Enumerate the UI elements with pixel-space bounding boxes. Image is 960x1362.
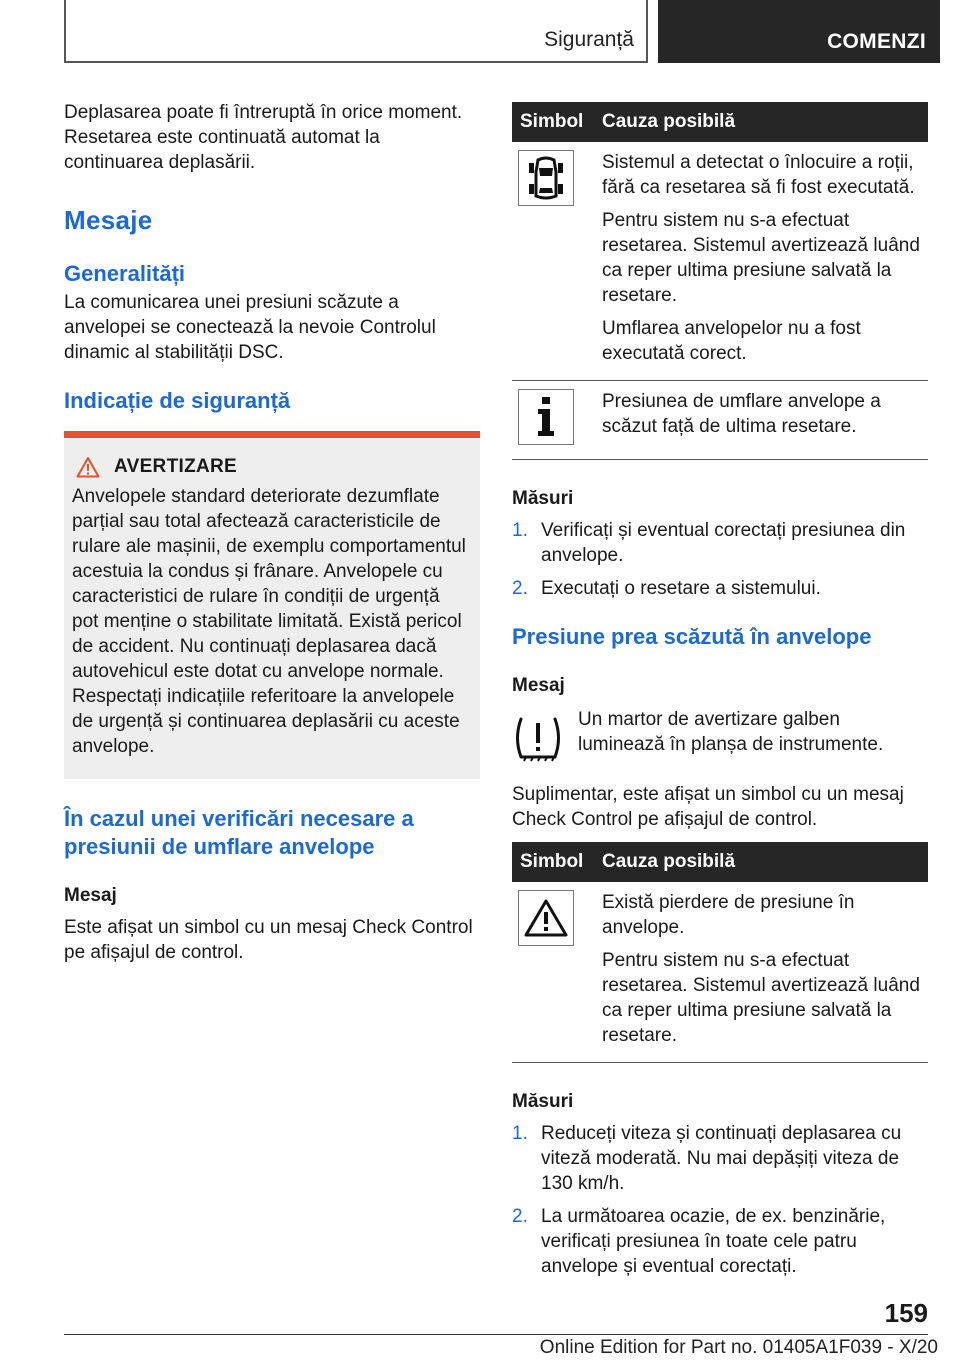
right-column <box>512 102 928 1287</box>
heading-masuri-2: Măsuri <box>512 1091 574 1112</box>
footer-edition: Online Edition for Part no. 01405A1F039 - X/20 <box>539 1337 938 1358</box>
heading-mesaj-left: Mesaj <box>64 885 117 906</box>
left-column <box>64 100 480 965</box>
table1-row1-para1: Sistemul a detectat o înlocuire a roții, fără ca resetarea să fi fost executată. <box>602 152 915 198</box>
table1-header-symbol: Simbol <box>512 102 594 142</box>
warning-lamp-row <box>512 707 928 770</box>
warning-triangle-icon <box>76 456 100 478</box>
list-item <box>512 1121 928 1196</box>
table2-row1-para2: Pentru sistem nu s-a efectuat resetarea. Sistemul avertizează luând ca reper ultima presiune salvată la resetare. <box>602 950 920 1046</box>
suplimentar-paragraph: Suplimentar, este afișat un simbol cu un mesaj Check Control pe afișajul de control. <box>512 784 904 830</box>
warning-text: Anvelopele standard deteriorate dezumflate parțial sau total afectează caracteristicile de rulare ale mașinii, de exemplu comportamentul acestuia la condus și frânare. Anvelopele cu caracteristici de rulare în condiții de urgență pot menține o stabilitate limitată. Există pericol de accident. Nu continuați deplasarea dacă autovehicul este dotat cu anvelope normale. Respectați indicațiile referitoare la anvelopele de urgență și continuarea deplasării cu aceste anvelope. <box>72 486 466 757</box>
step-text: La următoarea ocazie, de ex. benzinărie, verificați presiunea în toate cele patru anvelope și eventual corectați. <box>541 1206 886 1277</box>
warning-title-row <box>72 456 470 478</box>
step-text: Executați o resetare a sistemului. <box>541 578 821 599</box>
steps-list-2 <box>512 1121 928 1279</box>
step-number: 1. <box>512 520 528 541</box>
generalitati-paragraph: La comunicarea unei presiuni scăzute a anvelopei se conectează la nevoie Controlul dinamic al stabilității DSC. <box>64 292 436 363</box>
symbol-table-2 <box>512 842 928 1063</box>
heading-verificari: În cazul unei verificări necesare a presiunii de umflare anvelope <box>64 806 414 859</box>
intro-paragraph: Deplasarea poate fi întreruptă în orice moment. Resetarea este continuată automat la continuarea deplasării. <box>64 102 463 173</box>
mesaj-paragraph-left: Este afișat un simbol cu un mesaj Check Control pe afișajul de control. <box>64 917 473 963</box>
list-item <box>512 518 928 568</box>
tire-pressure-warning-icon <box>512 707 572 770</box>
heading-indicatie: Indicație de siguranță <box>64 388 291 413</box>
steps-list-1 <box>512 518 928 601</box>
step-text: Reduceți viteza și continuați deplasarea cu viteză moderată. Nu mai depășiți viteza de 130 km/h. <box>541 1123 902 1194</box>
header-section-label: Siguranță <box>544 28 634 51</box>
table1-header-cause: Cauza posibilă <box>594 102 928 142</box>
warning-title: AVERTIZARE <box>114 456 237 477</box>
heading-presiune: Presiune prea scăzută în anvelope <box>512 624 872 649</box>
symbol-table-1 <box>512 102 928 460</box>
table1-row1-para2: Pentru sistem nu s-a efectuat resetarea. Sistemul avertizează luând ca reper ultima presiune salvată la resetare. <box>602 210 920 306</box>
heading-generalitati: Generalități <box>64 261 186 286</box>
step-number: 1. <box>512 1123 528 1144</box>
step-text: Verificați și eventual corectați presiunea din anvelope. <box>541 520 906 566</box>
step-number: 2. <box>512 578 528 599</box>
step-number: 2. <box>512 1206 528 1227</box>
header-chapter-tab <box>658 0 940 63</box>
warning-triangle-icon <box>518 890 574 946</box>
table-row <box>512 882 928 1063</box>
warning-lamp-text: Un martor de avertizare galben luminează în planșa de instrumente. <box>578 709 884 755</box>
list-item <box>512 576 928 601</box>
table2-header-symbol: Simbol <box>512 842 594 882</box>
header-section-tab <box>64 0 648 63</box>
list-item <box>512 1204 928 1279</box>
warning-box <box>64 431 480 779</box>
table2-row1-para1: Există pierdere de presiune în anvelope. <box>602 892 855 938</box>
table-row <box>512 142 928 381</box>
heading-mesaje: Mesaje <box>64 205 153 235</box>
header-chapter-label: COMENZI <box>827 30 926 53</box>
table1-row1-para3: Umflarea anvelopelor nu a fost executată corect. <box>602 318 861 364</box>
footer-divider <box>64 1334 928 1335</box>
table-row <box>512 381 928 460</box>
car-wheels-icon <box>518 150 574 206</box>
heading-mesaj-right: Mesaj <box>512 675 565 696</box>
heading-masuri-1: Măsuri <box>512 488 574 509</box>
table1-row2-para1: Presiunea de umflare anvelope a scăzut față de ultima resetare. <box>602 391 881 437</box>
info-icon <box>518 389 574 445</box>
table2-header-cause: Cauza posibilă <box>594 842 928 882</box>
page-number: 159 <box>884 1298 928 1328</box>
